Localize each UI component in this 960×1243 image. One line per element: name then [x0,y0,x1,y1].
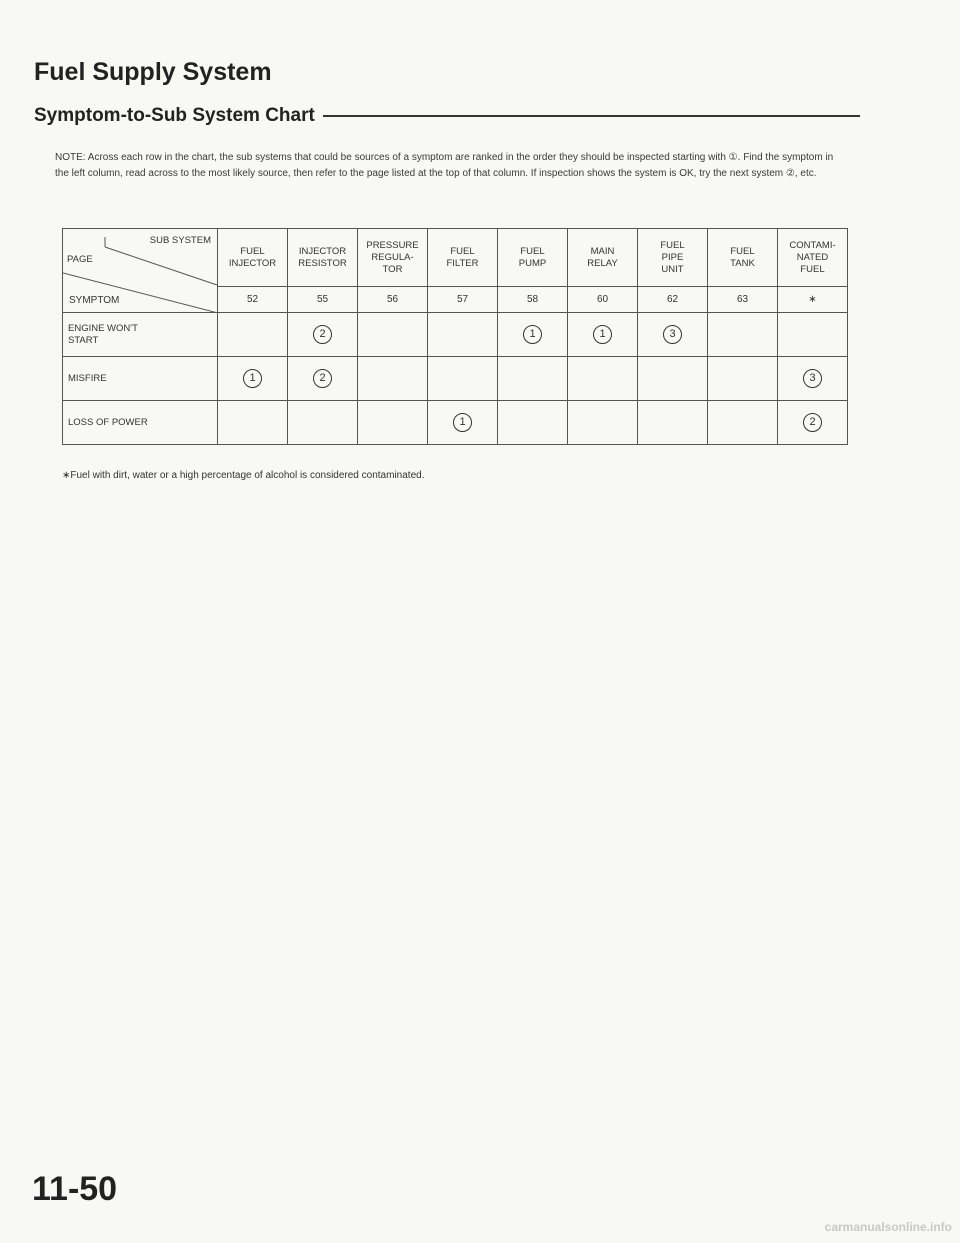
rank-cell [498,357,568,401]
rank-cell [358,401,428,445]
section-title: Symptom-to-Sub System Chart [34,105,315,126]
rank-cell [218,313,288,357]
symptom-cell [63,313,218,357]
column-header-line: FUEL [660,239,685,251]
rank-cell [358,357,428,401]
rank-cell [778,313,848,357]
note-paragraph: NOTE: Across each row in the chart, the sub systems that could be sources of a symptom are ranked in the order they should be inspected starting with ①. Find the symptom in the left column, read across to the most likely source, then refer to the page listed at the top of that column. If inspection shows the system is OK, try the next system ②, etc. [55,152,834,179]
rank-badge: 2 [313,369,332,388]
column-header [638,229,708,287]
column-header-line: FUEL [450,245,475,257]
rank-cell [218,357,288,401]
column-header-line: CONTAMI- [789,239,836,251]
column-header-line: REGULA- [371,251,414,263]
column-page-number: 63 [708,287,778,313]
section-header [34,102,860,130]
column-header [358,229,428,287]
symptom-cell [63,357,218,401]
rank-cell [708,401,778,445]
rank-cell [638,357,708,401]
symptom-name-line: LOSS OF POWER [68,416,148,428]
header-row [63,229,848,287]
rank-badge: 3 [663,325,682,344]
column-header [218,229,288,287]
column-page-number: 55 [288,287,358,313]
header-corner-cell [63,229,218,313]
page-number: 11-50 [32,1170,118,1208]
column-page-number: 56 [358,287,428,313]
column-header-line: INJECTOR [298,245,347,257]
column-header-line: PRESSURE [366,239,419,251]
rank-cell [568,357,638,401]
page-title: Fuel Supply System [34,58,272,86]
column-header-line: PIPE [661,251,684,263]
rank-cell [288,357,358,401]
rank-cell [568,401,638,445]
symptom-name-line: ENGINE WON'T [68,322,138,334]
column-page-number: 52 [218,287,288,313]
column-header [568,229,638,287]
rank-cell [428,357,498,401]
column-header-line: MAIN [590,245,615,257]
column-header-line: INJECTOR [228,257,277,269]
column-header-line: FUEL [520,245,545,257]
footnote: ∗Fuel with dirt, water or a high percentage of alcohol is considered contaminated. [62,470,425,481]
rank-badge: 1 [453,413,472,432]
symptom-cell [63,401,218,445]
rank-cell [428,313,498,357]
rank-badge: 1 [523,325,542,344]
column-header-line: RELAY [587,257,618,269]
rank-cell [428,401,498,445]
rank-cell [778,401,848,445]
section-rule [323,115,860,117]
column-header [288,229,358,287]
rank-badge: 1 [593,325,612,344]
rank-cell [358,313,428,357]
rank-cell [638,313,708,357]
column-header [778,229,848,287]
rank-cell [708,357,778,401]
rank-cell [568,313,638,357]
rank-badge: 2 [313,325,332,344]
column-header-line: FUEL [730,245,755,257]
sub-system-label: SUB SYSTEM [149,235,211,246]
rank-cell [498,313,568,357]
table-row [63,313,848,357]
symptom-label: SYMPTOM [69,295,120,306]
column-header-line: UNIT [661,263,684,275]
column-header-line: FILTER [446,257,479,269]
symptom-chart-table [62,228,848,445]
rank-badge: 2 [803,413,822,432]
column-page-number: ∗ [778,287,848,313]
rank-badge: 3 [803,369,822,388]
column-page-number: 62 [638,287,708,313]
column-header-line: FUEL [240,245,265,257]
column-page-number: 57 [428,287,498,313]
column-page-number: 58 [498,287,568,313]
rank-cell [778,357,848,401]
rank-cell [288,313,358,357]
rank-cell [218,401,288,445]
watermark: carmanualsonline.info [824,1220,952,1234]
column-header-line: TANK [730,257,755,269]
rank-cell [288,401,358,445]
rank-badge: 1 [243,369,262,388]
column-header-line: NATED [796,251,829,263]
rank-cell [708,313,778,357]
column-header [708,229,778,287]
table-row [63,401,848,445]
symptom-name-line: START [68,334,99,346]
column-header-line: PUMP [518,257,547,269]
page-label: PAGE [67,254,93,265]
rank-cell [638,401,708,445]
column-page-number: 60 [568,287,638,313]
column-header-line: TOR [382,263,403,275]
table-row [63,357,848,401]
column-header [498,229,568,287]
column-header [428,229,498,287]
symptom-name-line: MISFIRE [68,372,107,384]
column-header-line: FUEL [800,263,825,275]
rank-cell [498,401,568,445]
column-header-line: RESISTOR [298,257,347,269]
